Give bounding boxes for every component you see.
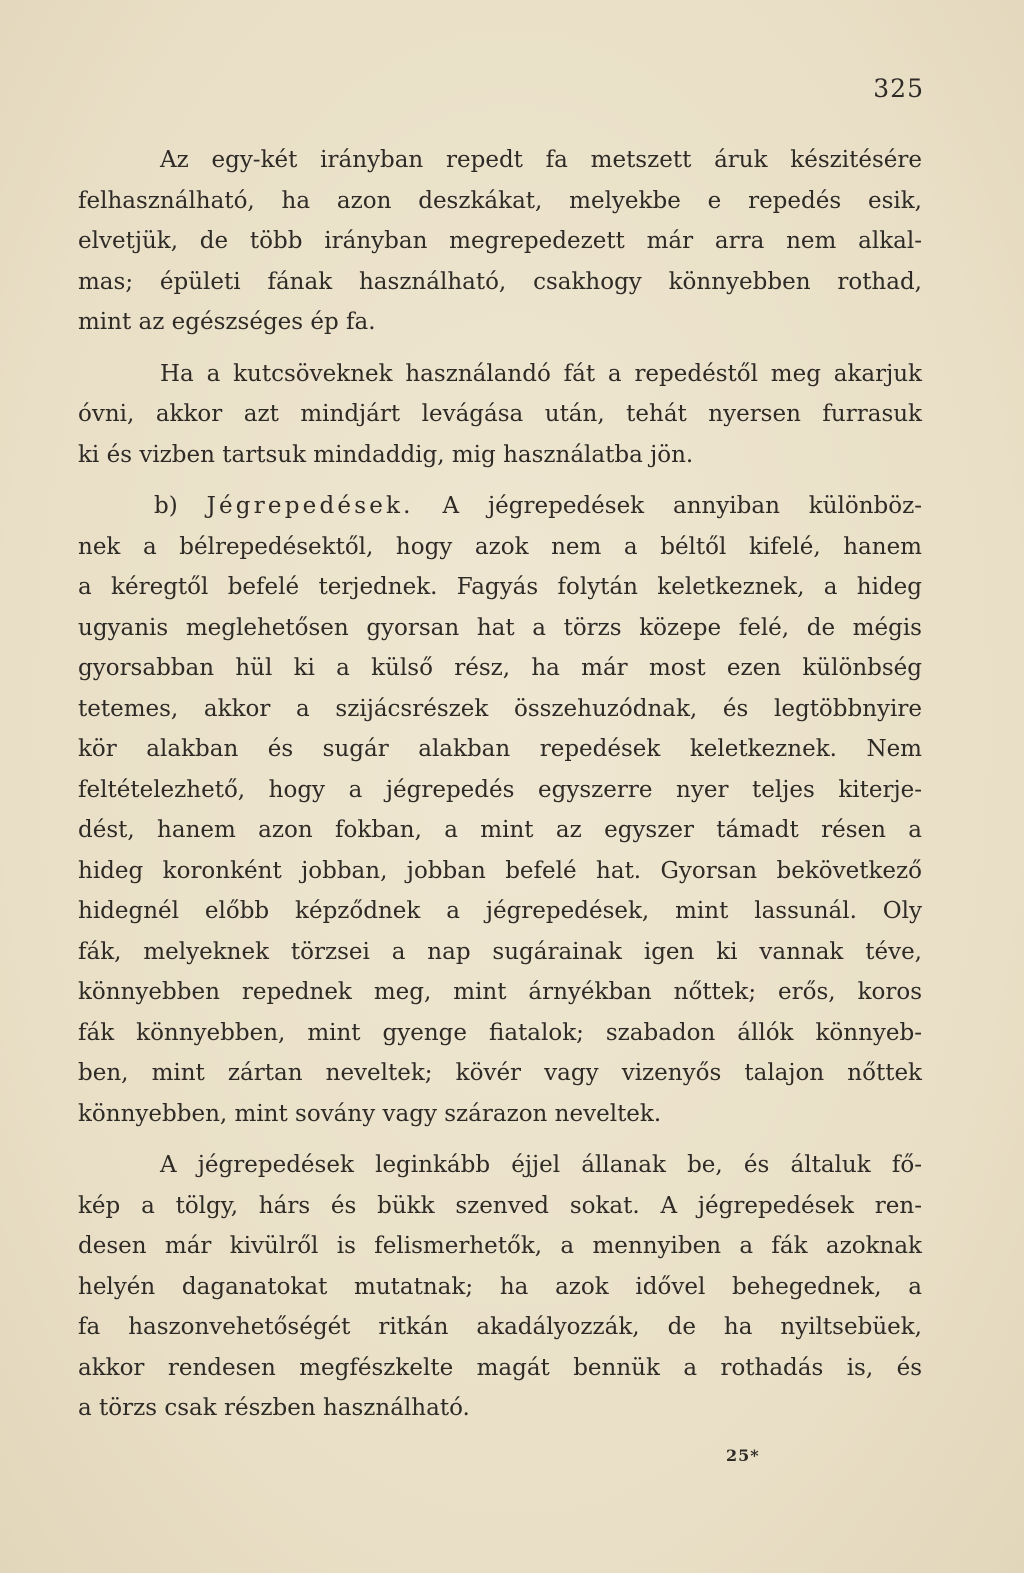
paragraph-4 [78, 1145, 922, 1429]
text-line: Az egy-két irányban repedt fa metszett áruk készitésére [160, 147, 922, 173]
paragraph-2 [78, 354, 922, 476]
signature-mark: 25* [726, 1446, 760, 1465]
text-line: könnyebben, mint sovány vagy szárazon neveltek. [78, 1100, 662, 1127]
text-line: akkor rendesen megfészkelte magát bennük a rothadás is, és [78, 1354, 922, 1381]
paragraph-1 [78, 140, 922, 343]
section-heading-line [78, 486, 922, 527]
text-line: nek a bélrepedésektől, hogy azok nem a béltől kifelé, hanem [78, 533, 922, 560]
text-line: mas; épületi fának használható, csakhogy könnyebben rothad, [78, 268, 922, 295]
text-line: hidegnél előbb képződnek a jégrepedések, mint lassunál. Oly [78, 898, 922, 924]
text-line: ben, mint zártan neveltek; kövér vagy vizenyős talajon nőttek [78, 1060, 922, 1086]
paragraph-3 [78, 486, 922, 1134]
text-line: hideg koronként jobban, jobban befelé hat. Gyorsan bekövetkező [78, 857, 922, 884]
text-line: dést, hanem azon fokban, a mint az egyszer támadt résen a [78, 817, 922, 843]
text-line: Ha a kutcsöveknek használandó fát a repedéstől meg akarjuk [160, 360, 922, 387]
page-number: 325 [873, 74, 924, 103]
text-line: kép a tölgy, hárs és bükk szenved sokat. A jégrepedések ren- [78, 1192, 922, 1219]
text-line: fa haszonvehetőségét ritkán akadályozzák, de ha nyiltsebüek, [78, 1314, 922, 1340]
text-line: a törzs csak részben használható. [78, 1395, 470, 1421]
text-line: A jégrepedések leginkább éjjel állanak be, és általuk fő- [160, 1152, 922, 1178]
text-line: mint az egészséges ép fa. [78, 309, 376, 335]
text-line: felhasználható, ha azon deszkákat, melyekbe e repedés esik, [78, 187, 922, 214]
text-line: helyén daganatokat mutatnak; ha azok idővel behegednek, a [78, 1273, 922, 1300]
text-line: elvetjük, de több irányban megrepedezett már arra nem alkal- [78, 228, 922, 254]
text-line: desen már kivülről is felismerhetők, a mennyiben a fák azoknak [78, 1233, 922, 1259]
section-heading: Jégrepedések. [206, 493, 414, 519]
section-label: b) [154, 493, 178, 519]
heading-line-text: A jégrepedések annyiban különböz- [442, 493, 923, 519]
text-line: feltételezhető, hogy a jégrepedés egyszerre nyer teljes kiterje- [78, 776, 922, 803]
text-line: a kéregtől befelé terjednek. Fagyás folytán keletkeznek, a hideg [78, 574, 922, 600]
text-line: gyorsabban hül ki a külső rész, ha már most ezen különbség [78, 655, 922, 681]
text-line: óvni, akkor azt mindjárt levágása után, tehát nyersen furrasuk [78, 401, 922, 427]
text-line: ugyanis meglehetősen gyorsan hat a törzs közepe felé, de mégis [78, 614, 922, 641]
text-line: könnyebben repednek meg, mint árnyékban nőttek; erős, koros [78, 979, 922, 1005]
text-line: fák, melyeknek törzsei a nap sugárainak igen ki vannak téve, [78, 938, 922, 965]
body-text [78, 140, 922, 1440]
text-line: ki és vizben tartsuk mindaddig, mig használatba jön. [78, 441, 694, 468]
text-line: tetemes, akkor a szijácsrészek összehuzódnak, és legtöbbnyire [78, 695, 922, 722]
text-line: kör alakban és sugár alakban repedések keletkeznek. Nem [78, 736, 922, 762]
text-line: fák könnyebben, mint gyenge fiatalok; szabadon állók könnyeb- [78, 1019, 922, 1046]
